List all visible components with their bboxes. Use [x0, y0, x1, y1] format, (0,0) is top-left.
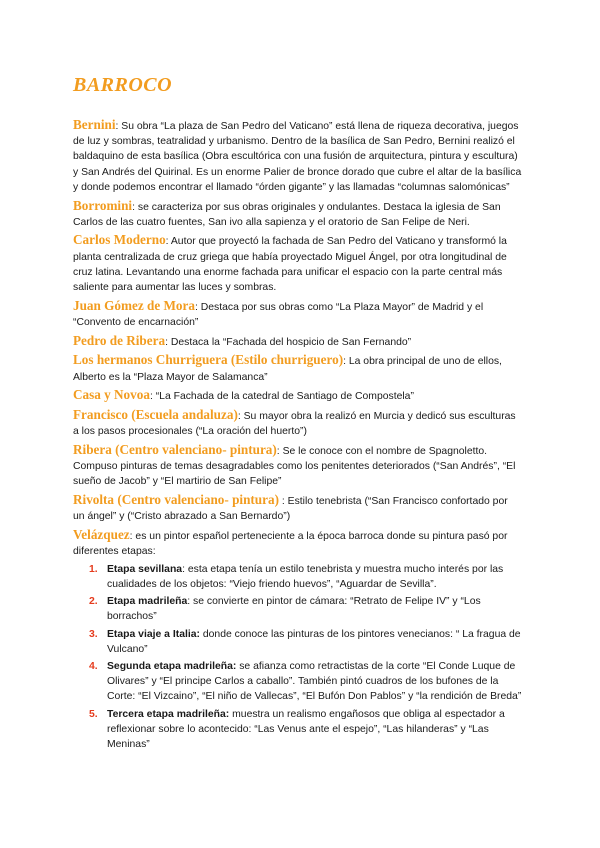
list-item: [89, 707, 522, 753]
entry-rivolta: [73, 492, 522, 524]
stage-name: Etapa viaje a Italia:: [107, 628, 200, 640]
stage-name: Etapa sevillana: [107, 563, 183, 575]
entry-text: : Su obra “La plaza de San Pedro del Vaticano” está llena de riqueza decorativa, juegos de luz y sombras, teatralidad y urbanismo. Dentro de la basílica de San Pedro, Bernini realizó el baldaquino de esta basílica (Obra escultórica con una fusión de arquitectura, pintura y escultura) y San Andrés del Quirinal. Es un enorme Palier de bronce dorado que cubre el altar de la basílica y donde podemos encontrar el llamado “órden gigante” y las llamadas “columnas salomónicas”: [73, 121, 522, 193]
entry-text: : “La Fachada de la catedral de Santiago de Compostela”: [149, 391, 414, 403]
stage-text: donde conoce las pinturas de los pintores venecianos: “ La fragua de Vulcano”: [107, 628, 521, 655]
entries-list: [73, 117, 522, 559]
entry-term: Juan Gómez de Mora: [73, 297, 195, 313]
entry-ribera: [73, 442, 522, 490]
entry-pedro-de-ribera: [73, 333, 522, 350]
stage-text: se afianza como retractistas de la corte “El Conde Luque de Olivares” y “El principe Carlos a caballo”. También pintó cuadros de los bufones de la Corte: “El Vizcaino”, “El niño de Vallecas”, “El Bufón Don Pablos” y “la rendición de Breda”: [107, 661, 522, 703]
entry-borromini: [73, 198, 522, 230]
entry-carlos-moderno: [73, 232, 522, 295]
entry-term: Ribera (Centro valenciano- pintura): [73, 441, 277, 457]
entry-text: : Estilo tenebrista (“San Francisco confortado por un ángel” y (“Cristo abrazado a San Bernardo”): [73, 495, 508, 523]
entry-casa-y-novoa: [73, 387, 522, 404]
entry-velazquez: [73, 527, 522, 559]
list-number: 2.: [89, 596, 98, 608]
entry-term: Pedro de Ribera: [73, 332, 166, 348]
list-number: 3.: [89, 628, 98, 640]
entry-churriguera: [73, 352, 522, 384]
list-item: [89, 562, 522, 592]
velazquez-stages-list: [73, 562, 522, 752]
entry-term: Los hermanos Churriguera (Estilo churriguero): [73, 352, 344, 368]
entry-term: Bernini: [73, 117, 116, 132]
list-number: 5.: [89, 708, 98, 720]
stage-text: muestra un realismo engañosos que obliga al espectador a reflexionar sobre lo acontecido: “Las Venus ante el espejo”, “Las hilanderas” y “Las Meninas”: [107, 708, 505, 751]
entry-text: : La obra principal de uno de ellos, Alberto es la “Plaza Mayor de Salamanca”: [73, 356, 502, 383]
stage-text: : se convierte en pintor de cámara: “Retrato de Felipe IV” y “Los borrachos”: [107, 596, 481, 623]
list-item: [89, 627, 522, 657]
list-item: [89, 594, 522, 624]
entry-text: : Autor que proyectó la fachada de San Pedro del Vaticano y transformó la planta centralizada de cruz griega que había proyectado Miguel Ángel, por otra longitudinal de cruz latina. Levantando una enorme fachada para unificar el espacio con la parte central más saliente para aumentar las luces y sombras.: [73, 236, 507, 294]
entry-juan-gomez-de-mora: [73, 298, 522, 330]
entry-text: : Se le conoce con el nombre de Spagnoletto. Compuso pinturas de temas desagradables como los penitentes deteriorados (“San Andrés”, “El sueño de Jacob” y “El martirio de San Felipe”: [73, 445, 516, 488]
entry-term: Francisco (Escuela andaluza): [73, 406, 238, 422]
entry-term: Velázquez: [73, 526, 130, 542]
list-item: [89, 659, 522, 705]
entry-francisco: [73, 407, 522, 439]
stage-name: Tercera etapa madrileña:: [107, 708, 230, 720]
entry-text: : Su mayor obra la realizó en Murcia y dedicó sus esculturas a los pasos procesionales (“La oración del huerto”): [73, 410, 516, 438]
stage-name: Segunda etapa madrileña:: [107, 661, 237, 672]
stage-text: : esta etapa tenía un estilo tenebrista y muestra mucho interés por las cualidades de los objetos: “Viejo friendo huevos”, “Aguardar de Sevilla”.: [107, 563, 504, 590]
entry-term: Carlos Moderno: [73, 232, 166, 248]
entry-bernini: [73, 117, 522, 195]
entry-term: Borromini: [73, 197, 133, 213]
entry-text: : se caracteriza por sus obras originales y ondulantes. Destaca la iglesia de San Carlos de las cuatro fuentes, San ivo alla sapienza y el oratorio de San Felipe de Neri.: [73, 201, 501, 228]
stage-name: Etapa madrileña: [107, 596, 188, 608]
entry-term: Rivolta (Centro valenciano- pintura): [73, 491, 279, 507]
entry-text: : es un pintor español perteneciente a la época barroca donde su pintura pasó por diferentes etapas:: [73, 530, 508, 558]
list-number: 4.: [89, 661, 98, 672]
entry-term: Casa y Novoa: [73, 387, 150, 403]
entry-text: : Destaca la “Fachada del hospicio de San Fernando”: [165, 336, 412, 348]
page-title: BARROCO: [73, 74, 173, 96]
entry-text: : Destaca por sus obras como “La Plaza Mayor” de Madrid y el “Convento de encarnación”: [73, 301, 484, 328]
list-number: 1.: [89, 563, 98, 575]
